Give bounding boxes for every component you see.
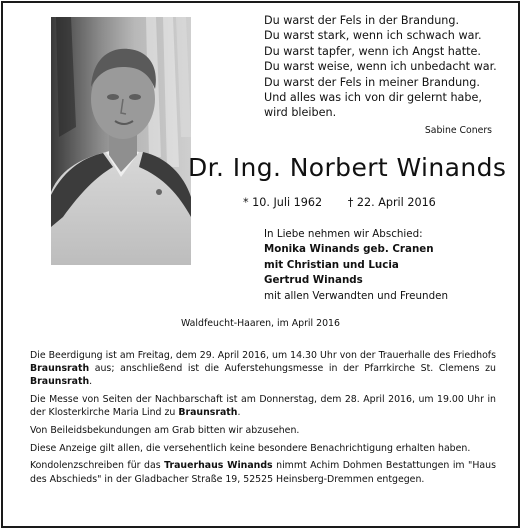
poem: [264, 13, 497, 121]
place-name: Braunsrath: [30, 363, 90, 375]
poem-line: Und alles was ich von dir gelernt habe,: [264, 91, 482, 105]
poem-author: Sabine Coners: [424, 125, 492, 136]
mass-paragraph: [30, 393, 496, 419]
mourners-block: [264, 227, 448, 304]
death-date: † 22. April 2016: [347, 196, 436, 209]
poem-line: Du warst weise, wenn ich unbedacht war.: [264, 60, 497, 74]
place-and-date: Waldfeucht-Haaren, im April 2016: [181, 318, 340, 329]
portrait-photo: [51, 17, 191, 265]
condolence-request: Von Beileidsbekundungen am Grab bitten wir abzusehen.: [30, 425, 300, 437]
text-span: nimmt Achim Dohmen Bestattungen im "Haus des Abschieds" in der Gladbacher Straße 19, 52525 Heinsberg-Dremmen entgegen.: [30, 460, 496, 485]
notice-paragraph: Diese Anzeige gilt allen, die versehentlich keine besondere Benachrichtigung erhalten haben.: [30, 442, 471, 454]
text-span: aus; anschließend ist die Auferstehungsmesse in der Pfarrkirche St. Clemens zu: [89, 363, 496, 375]
deceased-name: Dr. Ing. Norbert Winands: [188, 153, 507, 182]
mourners-intro: In Liebe nehmen wir Abschied:: [264, 228, 423, 240]
poem-line: wird bleiben.: [264, 106, 337, 120]
mourner-name: Gertrud Winands: [264, 274, 363, 287]
mourning-house: Trauerhaus Winands: [164, 460, 273, 472]
birth-date: * 10. Juli 1962: [243, 196, 323, 209]
text-span: Kondolenzschreiben für das: [30, 460, 165, 472]
place-name: Braunsrath: [30, 376, 90, 388]
poem-line: Du warst der Fels in meiner Brandung.: [264, 75, 480, 89]
text-span: Die Messe von Seiten der Nachbarschaft ist am Donnerstag, dem 28. April 2016, um 19.00 Uhr in der Klosterkirche Maria Lind zu: [30, 394, 496, 419]
poem-line: Du warst der Fels in der Brandung.: [264, 14, 460, 27]
text-span: .: [89, 376, 93, 388]
mourners-closing: mit allen Verwandten und Freunden: [264, 289, 448, 302]
text-span: Die Beerdigung ist am Freitag, dem 29. April 2016, um 14.30 Uhr von der Trauerhalle des Friedhofs: [30, 350, 496, 361]
mourner-name: Monika Winands geb. Cranen: [264, 243, 434, 256]
life-dates: [243, 196, 436, 209]
funeral-paragraph: [30, 349, 496, 389]
funeral-details: [30, 349, 496, 490]
place-name: Braunsrath: [178, 407, 238, 419]
text-span: .: [237, 407, 241, 419]
mourner-name: mit Christian und Lucia: [264, 258, 399, 271]
condolence-letters-paragraph: [30, 459, 496, 485]
poem-line: Du warst tapfer, wenn ich Angst hatte.: [264, 44, 481, 58]
poem-line: Du warst stark, wenn ich schwach war.: [264, 29, 482, 43]
